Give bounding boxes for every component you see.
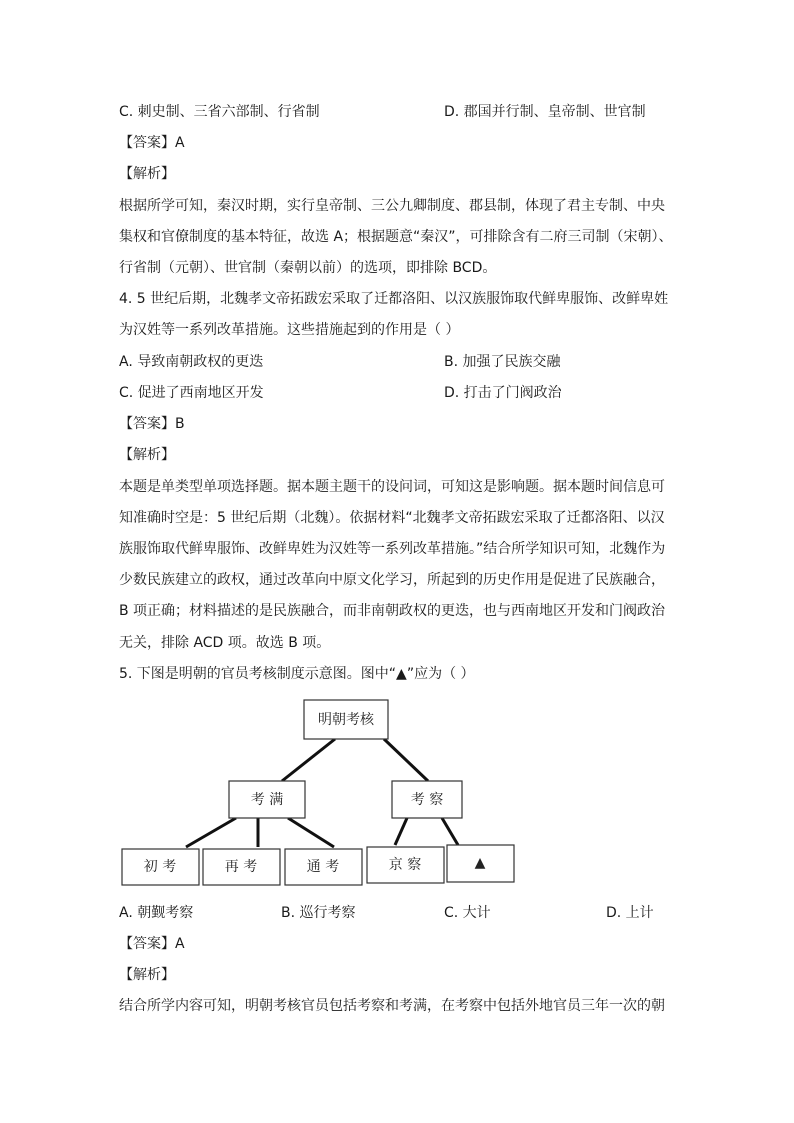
- q3-analysis-title: 【解析】: [119, 166, 175, 182]
- q5-analysis-title: 【解析】: [119, 967, 175, 983]
- q4-analysis-title: 【解析】: [119, 447, 175, 463]
- q3-analysis-line: 行省制（元朝）、世官制（秦朝以前）的选项，即排除 BCD。: [119, 260, 497, 276]
- q5-answer: 【答案】A: [119, 936, 185, 952]
- q3-analysis-line: 根据所学可知，秦汉时期，实行皇帝制、三公九卿制度、郡县制，体现了君主专制、中央: [119, 198, 665, 214]
- label-chukao: 初 考: [143, 859, 177, 875]
- q4-analysis-line: 本题是单类型单项选择题。据本题主题干的设问词，可知这是影响题。据本题时间信息可: [119, 479, 665, 495]
- q3-analysis-line: 集权和官僚制度的基本特征，故选 A；根据题意“秦汉”，可排除含有二府三司制（宋朝）、: [119, 229, 673, 245]
- q5-analysis-line: 结合所学内容可知，明朝考核官员包括考察和考满，在考察中包括外地官员三年一次的朝: [119, 998, 665, 1014]
- q3-option-c: C. 刺史制、三省六部制、行省制: [119, 104, 320, 120]
- q3-answer: 【答案】A: [119, 135, 185, 151]
- q5-option-c: C. 大计: [444, 905, 491, 921]
- q4-option-b: B. 加强了民族交融: [444, 354, 561, 370]
- label-root: 明朝考核: [318, 712, 374, 728]
- label-tongkao: 通 考: [306, 859, 340, 875]
- q4-option-c: C. 促进了西南地区开发: [119, 385, 264, 401]
- label-jingcha: 京 察: [388, 857, 422, 873]
- q4-analysis-line: 少数民族建立的政权，通过改革向中原文化学习，所起到的历史作用是促进了民族融合，: [119, 572, 665, 588]
- q4-analysis-line: 知准确时空是：5 世纪后期（北魏）。依据材料“北魏孝文帝拓跋宏采取了迁都洛阳、以汉: [119, 510, 665, 526]
- q4-analysis-line: 族服饰取代鲜卑服饰、改鲜卑姓为汉姓等一系列改革措施。”结合所学知识可知，北魏作为: [119, 541, 666, 557]
- q4-stem-line: 为汉姓等一系列改革措施。这些措施起到的作用是（ ）: [119, 322, 460, 338]
- q4-analysis-line: B 项正确；材料描述的是民族融合，而非南朝政权的更迭，也与西南地区开发和门阀政治: [119, 603, 666, 619]
- triangle-icon: ▲: [474, 855, 486, 871]
- q4-stem-line: 4. 5 世纪后期，北魏孝文帝拓跋宏采取了迁都洛阳、以汉族服饰取代鲜卑服饰、改鲜卑姓: [119, 291, 669, 307]
- q4-analysis-line: 无关，排除 ACD 项。故选 B 项。: [119, 635, 331, 651]
- label-kaocha: 考 察: [410, 792, 444, 808]
- label-kaoman: 考 满: [250, 792, 284, 808]
- q5-option-d: D. 上计: [606, 905, 654, 921]
- q3-option-d: D. 郡国并行制、皇帝制、世官制: [444, 104, 646, 120]
- q5-option-a: A. 朝觐考察: [119, 905, 194, 921]
- label-zaikao: 再 考: [224, 859, 258, 875]
- q4-answer: 【答案】B: [119, 416, 185, 432]
- q5-option-b: B. 巡行考察: [281, 905, 356, 921]
- q4-option-a: A. 导致南朝政权的更迭: [119, 354, 264, 370]
- q4-option-d: D. 打击了门阀政治: [444, 385, 562, 401]
- q5-stem: 5. 下图是明朝的官员考核制度示意图。图中“▲”应为（ ）: [119, 666, 475, 682]
